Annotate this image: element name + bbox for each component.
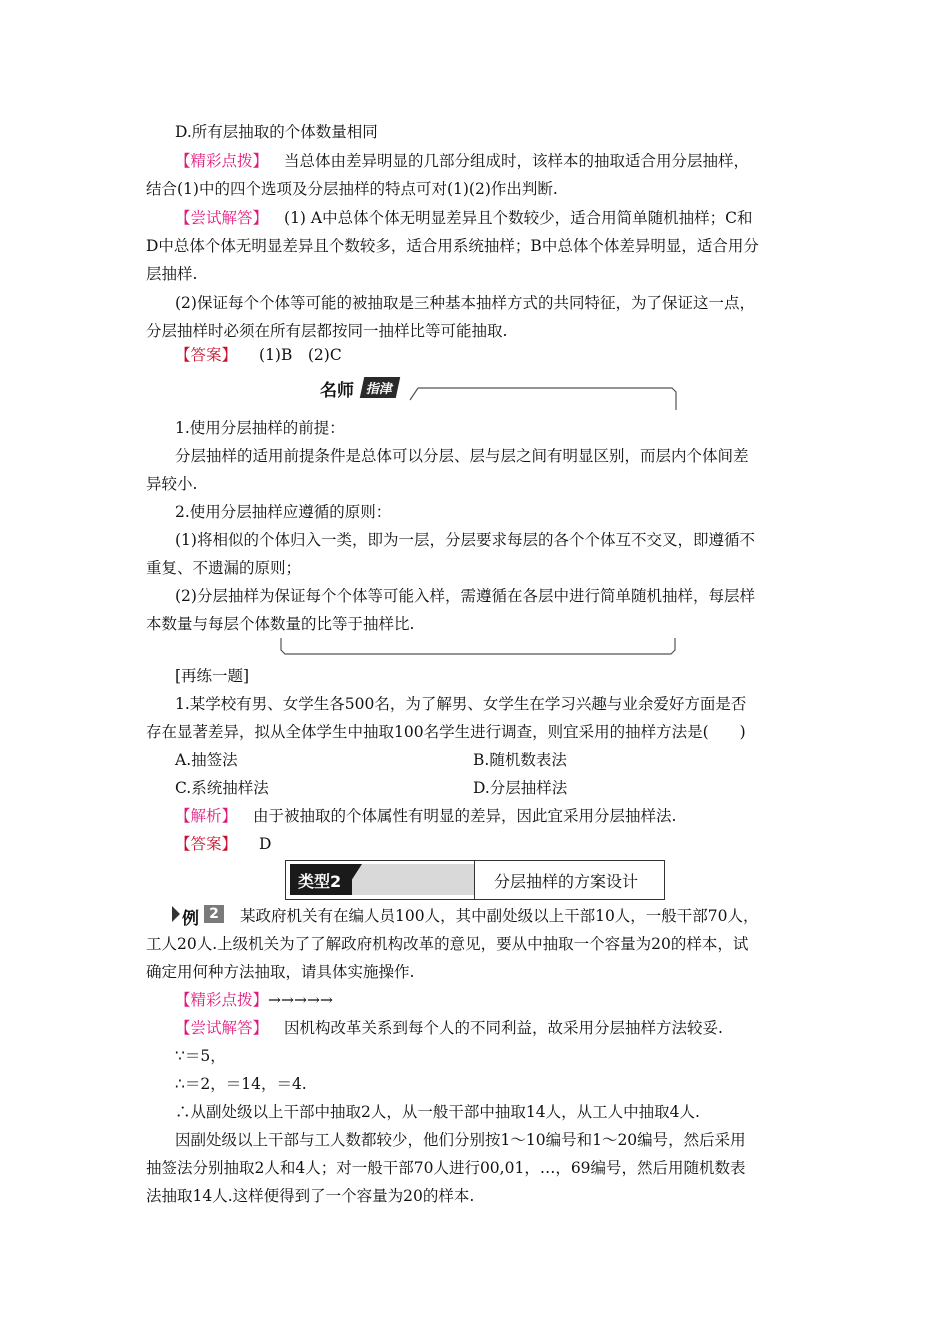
example-try-line bbox=[175, 1018, 723, 1038]
example-line-1: 某政府机关有在编人员100人，其中副处级以上干部10人，一般干部70人， bbox=[240, 907, 759, 925]
option-d: D.所有层抽取的个体数量相同 bbox=[175, 123, 378, 141]
practice-answer-text: D bbox=[259, 835, 272, 853]
solution-tag: 【解析】 bbox=[175, 807, 238, 825]
guide-line-1: 1.使用分层抽样的前提： bbox=[175, 419, 345, 437]
guide-line-8: 本数量与每层个体数量的比等于抽样比. bbox=[146, 615, 415, 633]
example-badge-b: 2 bbox=[204, 905, 224, 923]
try-line-3: 层抽样. bbox=[146, 265, 198, 283]
guide-title-a: 名师 bbox=[320, 381, 354, 401]
example-hint-line bbox=[175, 990, 333, 1010]
solution-line bbox=[175, 806, 676, 826]
type2-label-box bbox=[290, 864, 474, 895]
type2-header bbox=[285, 860, 665, 900]
step-2: ∴＝2，＝14，＝4. bbox=[175, 1075, 307, 1093]
type2-title: 分层抽样的方案设计 bbox=[494, 872, 639, 891]
hint-line-1 bbox=[175, 151, 749, 171]
guide-top-border bbox=[300, 376, 680, 412]
option-b: B.随机数表法 bbox=[473, 751, 567, 769]
answer-tag: 【答案】 bbox=[175, 346, 238, 364]
guide-line-2: 分层抽样的适用前提条件是总体可以分层、层与层之间有明显区别，而层内个体间差 bbox=[175, 447, 749, 465]
example-line-3: 确定用何种方法抽取，请具体实施操作. bbox=[146, 963, 415, 981]
guide-line-4: 2.使用分层抽样应遵循的原则： bbox=[175, 503, 392, 521]
type2-label: 类型2 bbox=[298, 872, 342, 891]
option-a: A.抽签法 bbox=[175, 751, 238, 769]
hint-text-1: 当总体由差异明显的几部分组成时，该样本的抽取适合用分层抽样， bbox=[284, 152, 750, 170]
try-line-2: D中总体个体无明显差异且个数较多，适合用系统抽样；B中总体个体差异明显，适合用分 bbox=[146, 237, 759, 255]
guide-title-b: 指津 bbox=[360, 377, 400, 398]
practice-q-line-2: 存在显著差异，拟从全体学生中抽取100名学生进行调查，则宜采用的抽样方法是( ) bbox=[146, 723, 746, 741]
example-badge-a: 例 bbox=[182, 909, 199, 929]
example-badge bbox=[172, 904, 232, 929]
type2-divider bbox=[474, 861, 475, 899]
example-hint-tag: 【精彩点拨】 bbox=[175, 991, 269, 1009]
try-text-1: (1) A中总体个体无明显差异且个数较少，适合用简单随机抽样；C和 bbox=[284, 209, 753, 227]
solution-text: 由于被抽取的个体属性有明显的差异，因此宜采用分层抽样法. bbox=[253, 807, 677, 825]
guide-line-6: 重复、不遗漏的原则； bbox=[146, 559, 302, 577]
guide-line-5: (1)将相似的个体归入一类，即为一层，分层要求每层的各个个体互不交叉，即遵循不 bbox=[175, 531, 755, 549]
example-try-tag: 【尝试解答】 bbox=[175, 1019, 269, 1037]
step-3: ∴从副处级以上干部中抽取2人，从一般干部中抽取14人，从工人中抽取4人. bbox=[175, 1103, 700, 1121]
try-line-4: (2)保证每个个体等可能的被抽取是三种基本抽样方式的共同特征，为了保证这一点， bbox=[175, 294, 755, 312]
try-line-1 bbox=[175, 208, 752, 228]
answer-text: (1)B (2)C bbox=[259, 346, 342, 364]
try-line-5: 分层抽样时必须在所有层都按同一抽样比等可能抽取. bbox=[146, 322, 508, 340]
practice-answer-tag: 【答案】 bbox=[175, 835, 238, 853]
practice-answer-line bbox=[175, 834, 271, 854]
practice-q-line-1: 1.某学校有男、女学生各500名，为了解男、女学生在学习兴趣与业余爱好方面是否 bbox=[175, 695, 747, 713]
step-4: 因副处级以上干部与工人数都较少，他们分别按1～10编号和1～20编号，然后采用 bbox=[175, 1131, 746, 1149]
answer-line bbox=[175, 345, 342, 365]
option-d-practice: D.分层抽样法 bbox=[473, 779, 568, 797]
practice-heading: [再练一题] bbox=[175, 667, 250, 685]
hint-tag: 【精彩点拨】 bbox=[175, 152, 269, 170]
step-6: 法抽取14人.这样便得到了一个容量为20的样本. bbox=[146, 1187, 475, 1205]
guide-line-3: 异较小. bbox=[146, 475, 198, 493]
example-line-2: 工人20人.上级机关为了了解政府机构改革的意见，要从中抽取一个容量为20的样本，试 bbox=[146, 935, 749, 953]
option-c: C.系统抽样法 bbox=[175, 779, 269, 797]
hint-line-2: 结合(1)中的四个选项及分层抽样的特点可对(1)(2)作出判断. bbox=[146, 180, 558, 198]
guide-bottom-border bbox=[275, 636, 685, 660]
example-try-text: 因机构改革关系到每个人的不同利益，故采用分层抽样方法较妥. bbox=[284, 1019, 723, 1037]
guide-line-7: (2)分层抽样为保证每个个体等可能入样，需遵循在各层中进行简单随机抽样，每层样 bbox=[175, 587, 755, 605]
example-hint-text: →→→→→ bbox=[268, 991, 333, 1009]
try-tag: 【尝试解答】 bbox=[175, 209, 269, 227]
step-1: ∵＝5， bbox=[175, 1047, 226, 1065]
step-5: 抽签法分别抽取2人和4人；对一般干部70人进行00,01，…，69编号，然后用随机数表 bbox=[146, 1159, 746, 1177]
